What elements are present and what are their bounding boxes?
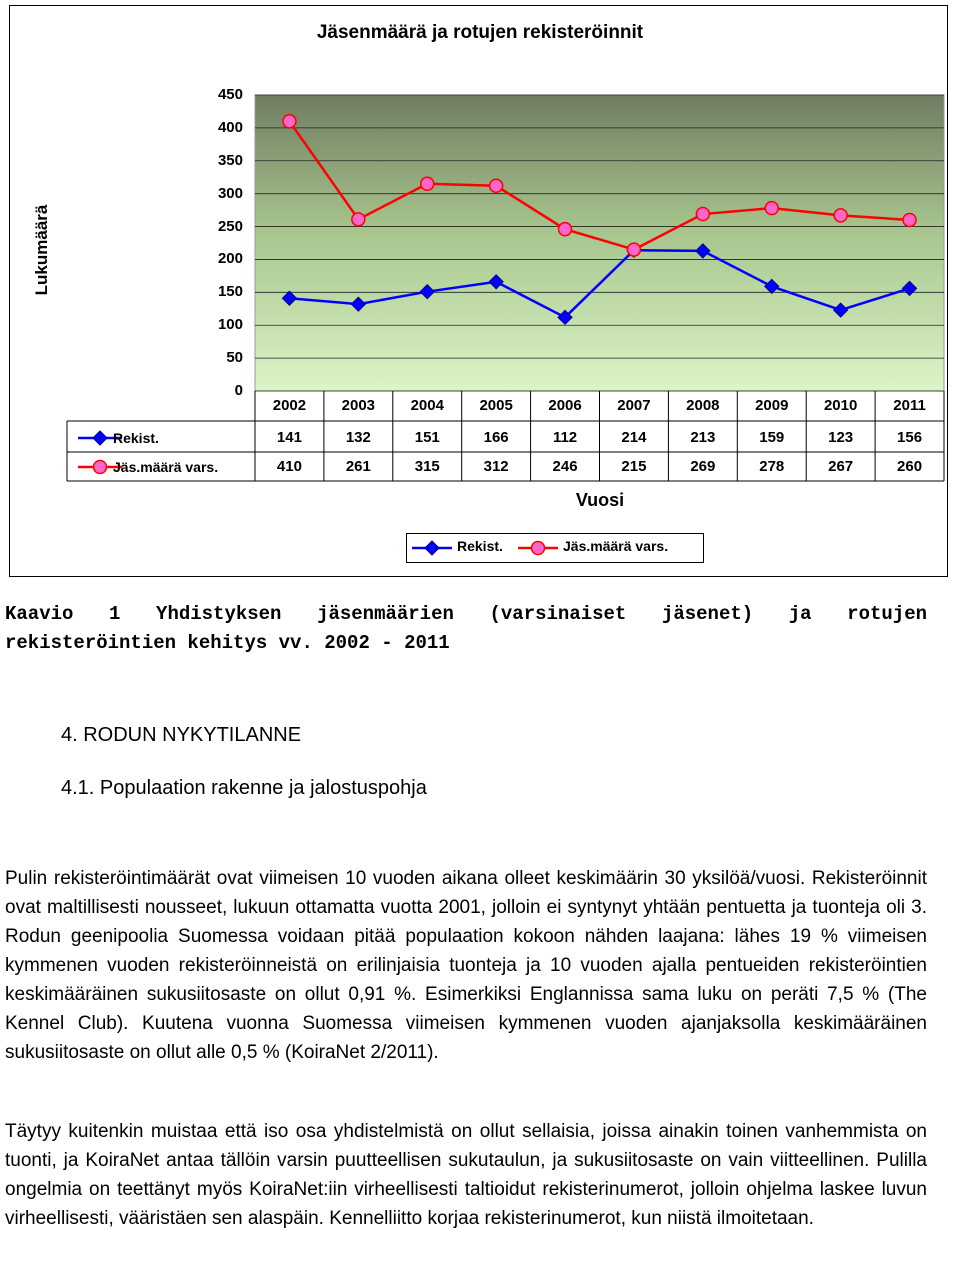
paragraph-2: Täytyy kuitenkin muistaa että iso osa yhdistelmistä on ollut sellaisia, joissa ainakin toinen vanhemmista on tuonti, ja KoiraNet antaa tällöin varsin puutteellisen sukutaulun, ja sukusiitosaste on vain viitteellinen. Pulilla ongelmia on teettänyt myös KoiraNet:iin virheellisesti taltioidut rekisterinumerot, jolloin ohjelma laskee luvun virheellisesti, vääristäen sen alaspäin. Kennelliitto korjaa rekisterinumerot, kun niistä ilmoitetaan. [5,1121,927,1229]
chart-title: Jäsenmäärä ja rotujen rekisteröinnit [316,22,644,43]
table-row-label-rekist: Rekist. [113,430,159,446]
table-row-label-jasenmaara: Jäs.määrä vars. [113,459,219,475]
y-tick-label: 200 [217,250,243,268]
table-cell: 312 [483,458,509,475]
table-cell: 315 [414,458,440,475]
table-cell: 215 [621,458,647,475]
data-point [421,177,434,190]
table-cell: 151 [414,429,440,446]
y-tick-label: 300 [217,184,243,202]
data-point [627,243,640,256]
legend-entry-jasenmaara: Jäs.määrä vars. [563,538,669,554]
x-tick-label: 2002 [272,397,307,414]
data-point [94,461,107,474]
x-tick-label: 2004 [410,397,444,414]
legend-entry-rekist: Rekist. [457,538,503,554]
data-point [559,223,572,236]
x-tick-label: 2008 [686,397,720,414]
y-tick-label: 50 [226,349,243,367]
data-point [765,202,778,215]
table-cell: 166 [483,429,509,446]
section-heading: 4. RODUN NYKYTILANNE [61,724,302,746]
table-cell: 132 [345,429,371,446]
x-tick-label: 2011 [893,397,926,414]
table-cell: 410 [276,458,302,475]
y-tick-label: 100 [217,316,243,334]
y-tick-label: 400 [217,118,243,136]
paragraph-1: Pulin rekisteröintimäärät ovat viimeisen 10 vuoden aikana olleet keskimäärin 30 yksilöä/vuosi. Rekisteröinnit ovat maltillisesti nousseet, lukuun ottamatta vuotta 2001, jolloin ei syntynyt yhtään pentuetta ja tuonteja oli 3. Rodun geenipoolia Suomessa voidaan pitää populaation kokoon nähden laajana: lähes 19 % viimeisen kymmenen vuoden rekisteröinneistä on erilinjaisia tuonteja ja 10 vuoden ajalla pentueiden rekisteröintien keskimääräinen sukusiitosaste on ollut 0,91 %. Esimerkiksi Englannissa sama luku on peräti 7,5 % (The Kennel Club). Kuutena vuonna Suomessa viimeisen kymmenen vuoden ajanjaksolla keskimääräinen sukusiitosaste on ollut alle 0,5 % (KoiraNet 2/2011). [5,868,927,1063]
table-cell: 141 [276,429,302,446]
data-point [352,213,365,226]
data-point [903,213,916,226]
y-tick-label: 0 [234,382,243,399]
data-point [490,179,503,192]
table-cell: 261 [345,458,371,475]
table-cell: 267 [828,458,854,475]
table-cell: 159 [759,429,785,446]
table-cell: 156 [897,429,923,446]
figure-caption: Kaavio 1 Yhdistyksen jäsenmäärien (varsinaiset jäsenet) ja rotujen rekisteröintien kehitys vv. 2002 - 2011 [5,603,927,654]
data-point [283,115,296,128]
x-tick-label: 2005 [479,397,513,414]
data-point [93,431,107,445]
x-axis-label: Vuosi [575,490,625,510]
x-tick-label: 2003 [341,397,376,414]
table-cell: 246 [552,458,578,475]
table-cell: 123 [828,429,854,446]
y-tick-label: 450 [217,86,243,103]
y-axis-label: Lukumäärä [32,204,51,296]
data-point [834,209,847,222]
x-tick-label: 2009 [755,397,789,414]
x-tick-label: 2007 [617,397,651,414]
subsection-heading: 4.1. Populaation rakenne ja jalostuspohja [61,777,427,799]
table-cell: 213 [690,429,716,446]
table-cell: 214 [621,429,647,446]
table-cell: 278 [759,458,785,475]
table-cell: 269 [690,458,716,475]
y-tick-label: 250 [217,217,243,235]
table-cell: 260 [897,458,923,475]
x-tick-label: 2010 [823,397,858,414]
table-cell: 112 [552,429,578,446]
y-tick-label: 350 [217,151,243,169]
plot-area [255,95,944,391]
data-point [696,208,709,221]
line-chart [0,0,960,580]
x-tick-label: 2006 [548,397,582,414]
y-tick-label: 150 [217,283,243,301]
